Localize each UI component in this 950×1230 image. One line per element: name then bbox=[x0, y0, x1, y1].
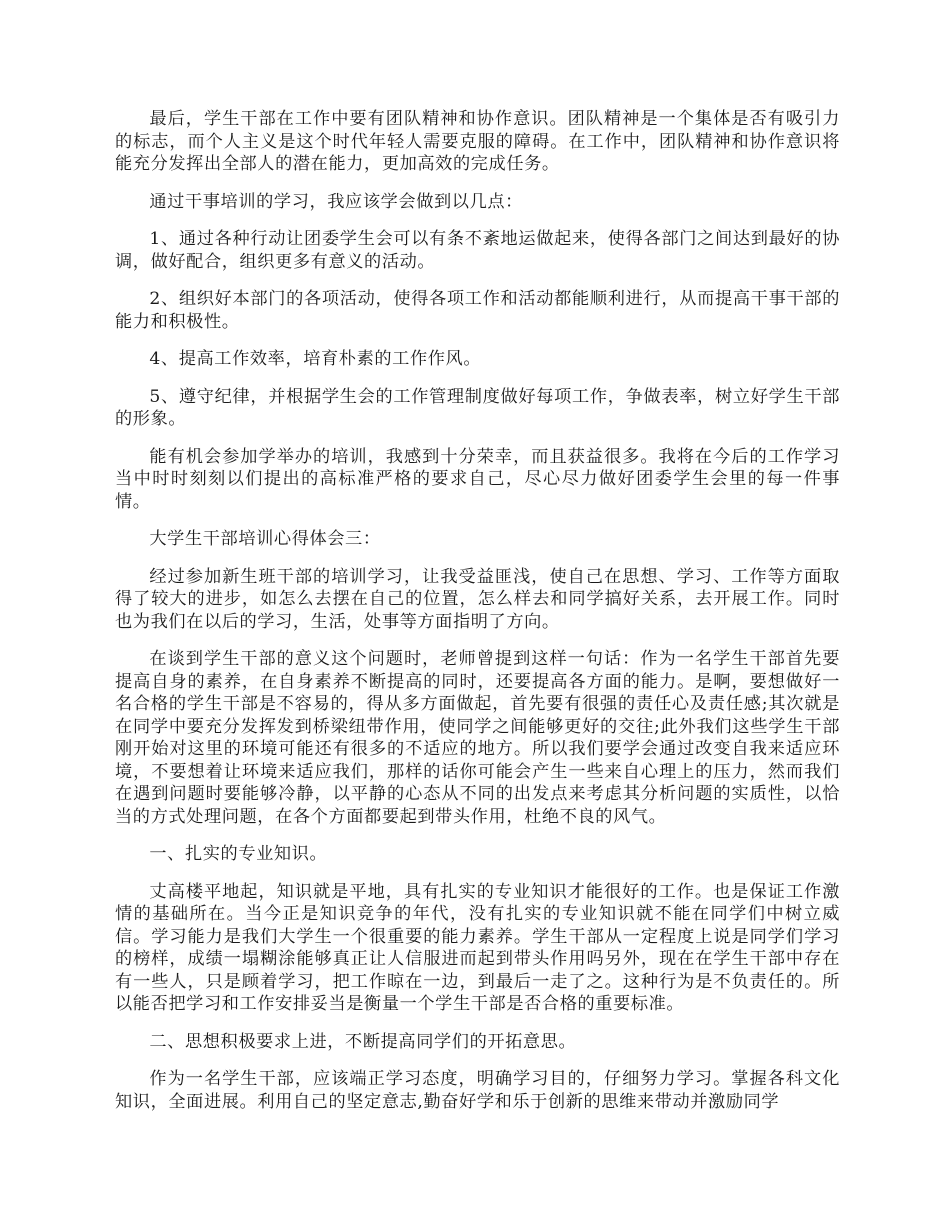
paragraph: 最后，学生干部在工作中要有团队精神和协作意识。团队精神是一个集体是否有吸引力的标志，而个人主义是这个时代年轻人需要克服的障碍。在工作中，团队精神和协作意识将能充分发挥出全部人的潜在能力，更加高效的完成任务。 bbox=[115, 109, 840, 174]
list-item: 2、组织好本部门的各项活动，使得各项工作和活动都能顺利进行，从而提高干事干部的能力和积极性。 bbox=[115, 289, 840, 332]
paragraph: 能有机会参加学举办的培训，我感到十分荣幸，而且获益很多。我将在今后的工作学习当中时时刻刻以们提出的高标准严格的要求自己，尽心尽力做好团委学生会里的每一件事情。 bbox=[115, 446, 840, 512]
paragraph: 经过参加新生班干部的培训学习，让我受益匪浅，使自己在思想、学习、工作等方面取得了较大的进步，如怎么去摆在自己的位置，怎么样去和同学搞好关系，去开展工作。同时也为我们在以后的学习，生活，处事等方面指明了方向。 bbox=[115, 566, 840, 632]
paragraph: 通过干事培训的学习，我应该学会做到以几点： bbox=[149, 191, 523, 212]
list-item: 1、通过各种行动让团委学生会可以有条不紊地运做起来，使得各部门之间达到最好的协调，做好配合，组织更多有意义的活动。 bbox=[115, 229, 840, 272]
section-heading: 二、思想积极要求上进，不断提高同学们的开拓意思。 bbox=[149, 1031, 577, 1052]
section-heading: 大学生干部培训心得体会三： bbox=[149, 529, 381, 549]
paragraph: 作为一名学生干部，应该端正学习态度，明确学习目的，仔细努力学习。掌握各科文化知识，全面进展。利用自己的坚定意志,勤奋好学和乐于创新的思维来带动并激励同学 bbox=[115, 1069, 840, 1112]
list-item: 5、遵守纪律，并根据学生会的工作管理制度做好每项工作，争做表率，树立好学生干部的形象。 bbox=[115, 386, 840, 429]
document-body bbox=[115, 108, 840, 1128]
paragraph: 丈高楼平地起，知识就是平地，具有扎实的专业知识才能很好的工作。也是保证工作激情的基础所在。当今正是知识竞争的年代，没有扎实的专业知识就不能在同学们中树立威信。学习能力是我们大学生一个很重要的能力素养。学生干部从一定程度上说是同学们学习的榜样，成绩一塌糊涂能够真正让人信服进而起到带头作用吗另外，现在在学生干部中存在有一些人，只是顾着学习，把工作晾在一边，到最后一走了之。这种行为是不负责任的。所以能否把学习和工作安排妥当是衡量一个学生干部是否合格的重要标准。 bbox=[115, 881, 840, 1014]
list-item: 4、提高工作效率，培育朴素的工作作风。 bbox=[149, 349, 482, 369]
section-heading: 一、扎实的专业知识。 bbox=[149, 844, 328, 864]
paragraph: 在谈到学生干部的意义这个问题时，老师曾提到这样一句话：作为一名学生干部首先要提高自身的素养，在自身素养不断提高的同时，还要提高各方面的能力。是啊，要想做好一名合格的学生干部是不容易的，得从多方面做起，首先要有很强的责任心及责任感;其次就是在同学中要充分发挥发到桥梁纽带作用，使同学之间能够更好的交往;此外我们这些学生干部刚开始对这里的环境可能还有很多的不适应的地方。所以我们要学会通过改变自我来适应环境，不要想着让环境来适应我们，那样的话你可能会产生一些来自心理上的压力，然而我们在遇到问题时要能够冷静，以平静的心态从不同的出发点来考虑其分析问题的实质性，以恰当的方式处理问题，在各个方面都要起到带头作用，杜绝不良的风气。 bbox=[115, 649, 840, 827]
